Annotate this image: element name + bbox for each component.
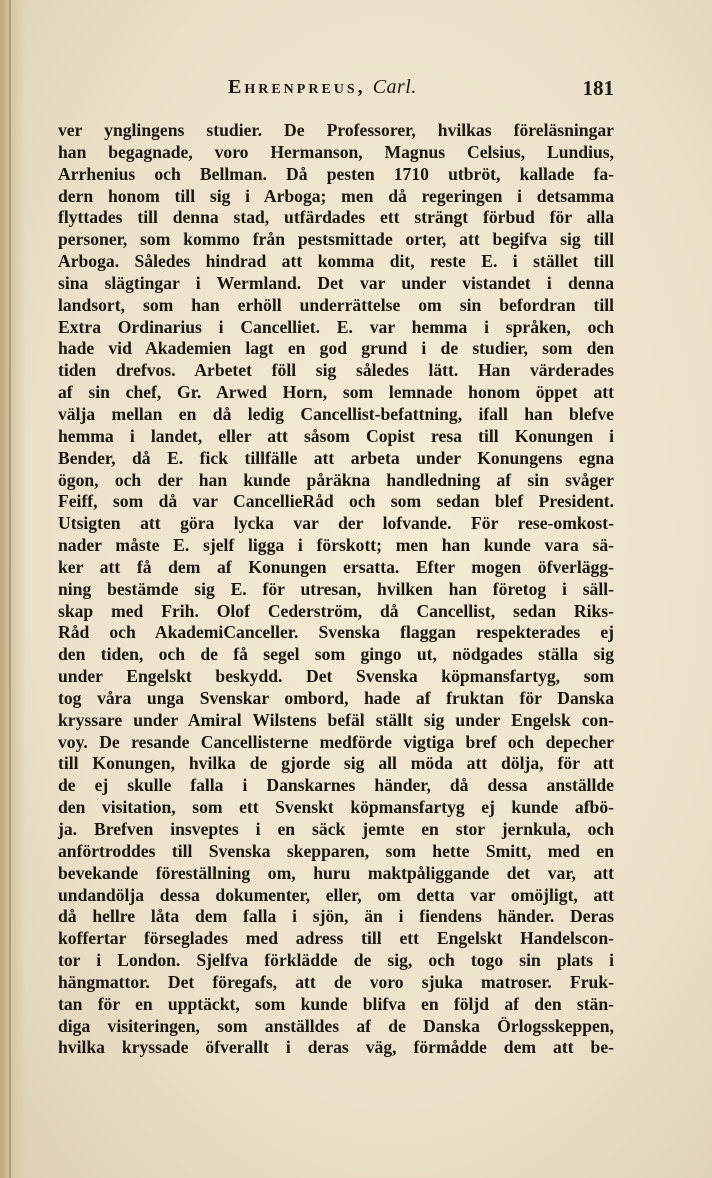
text-line: Arrhenius och Bellman. Då pesten 1710 utbröt, kallade fa-: [58, 163, 614, 184]
text-line: ning bestämde sig E. för utresan, hvilken han företog i säll-: [58, 578, 614, 599]
text-line: sina slägtingar i Wermland. Det var under vistandet i denna: [58, 272, 614, 293]
text-line: tor i London. Sjelfva förklädde de sig, och togo sin plats i: [58, 950, 614, 971]
running-head-title: [228, 76, 417, 99]
text-line: Råd och AkademiCanceller. Svenska flaggan respekterades ej: [58, 622, 614, 643]
text-line: nader måste E. sjelf ligga i förskott; men han kunde vara sä-: [58, 535, 614, 556]
text-line: till Konungen, hvilka de gjorde sig all möda att dölja, för att: [58, 753, 614, 774]
text-line: hade vid Akademien lagt en god grund i de studier, som den: [58, 338, 614, 359]
text-line: koffertar förseglades med adress till ett Engelskt Handelscon-: [58, 928, 614, 949]
text-line: den tiden, och de få segel som gingo ut, nödgades ställa sig: [58, 644, 614, 665]
text-line: bevekande föreställning om, huru maktpåliggande det var, att: [58, 862, 614, 883]
text-line: då hellre låta dem falla i sjön, än i fiendens händer. Deras: [58, 906, 614, 927]
body-text: [58, 120, 614, 1059]
text-line: personer, som kommo från pestsmittade orter, att begifva sig till: [58, 229, 614, 250]
text-line: hemma i landet, eller att såsom Copist resa till Konungen i: [58, 425, 614, 446]
running-head-given-name: Carl.: [372, 76, 417, 98]
text-line: Bender, då E. fick tillfälle att arbeta under Konungens egna: [58, 447, 614, 468]
text-line: undandölja dessa dokumenter, eller, om detta var omöjligt, att: [58, 884, 614, 905]
text-line: Utsigten att göra lycka var der lofvande. För rese-omkost-: [58, 513, 614, 534]
text-line: voy. De resande Cancellisterne medförde vigtiga bref och depecher: [58, 731, 614, 752]
text-line: han begagnade, voro Hermanson, Magnus Celsius, Lundius,: [58, 141, 614, 162]
gutter-edge: [9, 0, 11, 1178]
text-line: Arboga. Således hindrad att komma dit, reste E. i stället till: [58, 251, 614, 272]
text-line: tan för en upptäckt, som kunde blifva en följd af den stän-: [58, 993, 614, 1014]
text-line: de ej skulle falla i Danskarnes händer, då dessa anställde: [58, 775, 614, 796]
text-line: af sin chef, Gr. Arwed Horn, som lemnade honom öppet att: [58, 382, 614, 403]
text-line: skap med Frih. Olof Cederström, då Cancellist, sedan Riks-: [58, 600, 614, 621]
text-line: diga visiteringen, som anställdes af de Danska Örlogsskeppen,: [58, 1015, 614, 1036]
text-line: kryssare under Amiral Wilstens befäl ställt sig under Engelsk con-: [58, 709, 614, 730]
text-line: Feiff, som då var CancellieRåd och som sedan blef President.: [58, 491, 614, 512]
text-line: den visitation, som ett Svenskt köpmansfartyg ej kunde afbö-: [58, 797, 614, 818]
text-line: anförtroddes till Svenska skepparen, som hette Smitt, med en: [58, 840, 614, 861]
page-number: 181: [582, 76, 614, 100]
text-line: tog våra unga Svenskar ombord, hade af fruktan för Danska: [58, 687, 614, 708]
text-line: ker att få dem af Konungen ersatta. Efter mogen öfverlägg-: [58, 556, 614, 577]
running-head-surname: Ehrenpreus,: [228, 76, 366, 98]
text-line: tiden drefvos. Arbetet föll sig således lätt. Han värderades: [58, 360, 614, 381]
text-line: välja mellan en då ledig Cancellist-befattning, ifall han blefve: [58, 403, 614, 424]
text-line: hängmattor. Det föregafs, att de voro sjuka matroser. Fruk-: [58, 971, 614, 992]
text-line: ja. Brefven insveptes i en säck jemte en stor jernkula, och: [58, 819, 614, 839]
text-line: ver ynglingens studier. De Professorer, hvilkas föreläsningar: [58, 120, 614, 140]
page-gutter: [0, 0, 26, 1178]
text-line: ögon, och der han kunde påräkna handledning af sin svåger: [58, 469, 614, 490]
text-line: Extra Ordinarius i Cancelliet. E. var hemma i språken, och: [58, 316, 614, 337]
text-line: flyttades till denna stad, utfärdades ett strängt förbud för alla: [58, 207, 614, 228]
text-line: landsort, som han erhöll underrättelse om sin befordran till: [58, 294, 614, 315]
text-line: under Engelskt beskydd. Det Svenska köpmansfartyg, som: [58, 666, 614, 687]
text-line: dern honom till sig i Arboga; men då regeringen i detsamma: [58, 185, 614, 206]
text-line: hvilka kryssade öfverallt i deras väg, förmådde dem att be-: [58, 1037, 614, 1058]
running-head: [58, 76, 614, 102]
